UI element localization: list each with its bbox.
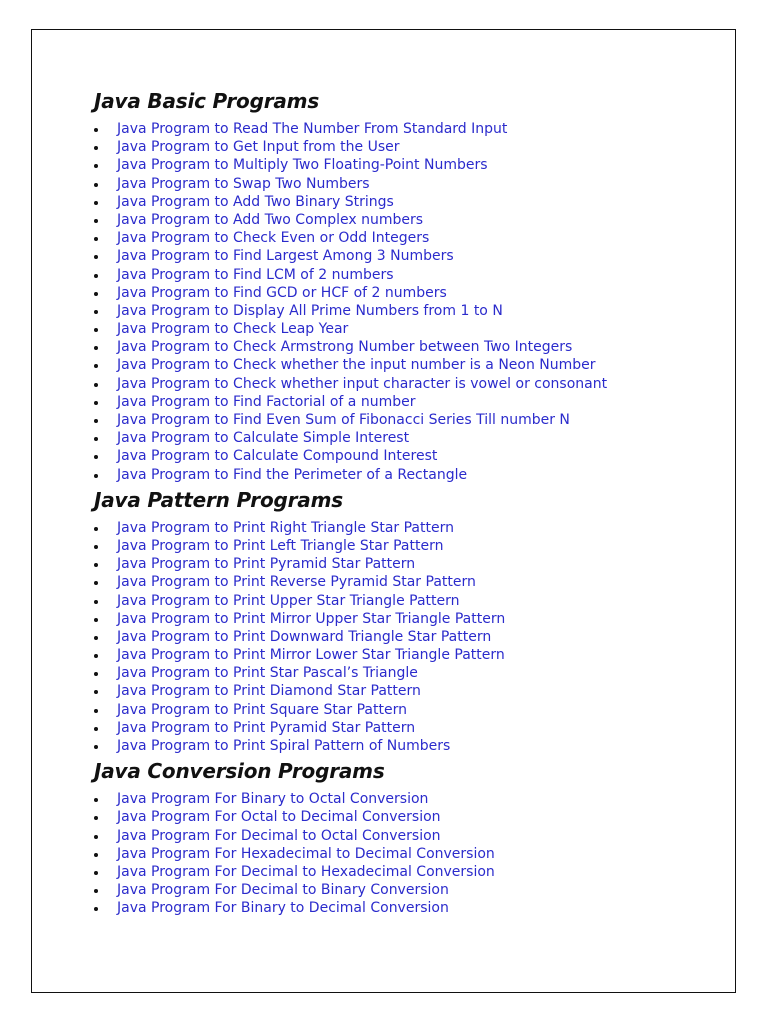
- list-item: [94, 393, 714, 411]
- program-link[interactable]: Java Program to Add Two Complex numbers: [117, 211, 424, 228]
- list-item: [94, 175, 714, 193]
- list-item: [94, 719, 714, 737]
- bullet-icon: [94, 455, 98, 459]
- bullet-icon: [94, 146, 98, 150]
- bullet-icon: [94, 474, 98, 478]
- bullet-icon: [94, 816, 98, 820]
- link-list: [94, 790, 714, 917]
- list-item: [94, 266, 714, 284]
- bullet-icon: [94, 618, 98, 622]
- program-link[interactable]: Java Program to Print Left Triangle Star Pattern: [117, 537, 444, 554]
- bullet-icon: [94, 419, 98, 423]
- bullet-icon: [94, 654, 98, 658]
- list-item: [94, 466, 714, 484]
- link-list: [94, 120, 714, 484]
- program-link[interactable]: Java Program to Print Diamond Star Pattern: [117, 683, 421, 700]
- program-link[interactable]: Java Program to Find GCD or HCF of 2 numbers: [117, 284, 447, 301]
- list-item: [94, 592, 714, 610]
- program-link[interactable]: Java Program For Hexadecimal to Decimal Conversion: [117, 845, 495, 862]
- section-pattern-programs: [94, 486, 714, 755]
- list-item: [94, 519, 714, 537]
- program-link[interactable]: Java Program to Print Right Triangle Star Pattern: [117, 519, 454, 536]
- section-conversion-programs: [94, 757, 714, 917]
- list-item: [94, 881, 714, 899]
- section-title: Java Conversion Programs: [94, 759, 385, 784]
- program-link[interactable]: Java Program to Find Largest Among 3 Numbers: [117, 248, 454, 265]
- bullet-icon: [94, 745, 98, 749]
- program-link[interactable]: Java Program to Add Two Binary Strings: [117, 193, 394, 210]
- bullet-icon: [94, 636, 98, 640]
- bullet-icon: [94, 255, 98, 259]
- bullet-icon: [94, 183, 98, 187]
- program-link[interactable]: Java Program to Print Reverse Pyramid Star Pattern: [117, 574, 476, 591]
- list-item: [94, 646, 714, 664]
- program-link[interactable]: Java Program For Decimal to Octal Conversion: [117, 827, 441, 844]
- bullet-icon: [94, 274, 98, 278]
- list-item: [94, 320, 714, 338]
- bullet-icon: [94, 798, 98, 802]
- program-link[interactable]: Java Program to Check Even or Odd Integers: [117, 230, 430, 247]
- program-link[interactable]: Java Program to Find Even Sum of Fibonacci Series Till number N: [117, 412, 570, 428]
- list-item: [94, 537, 714, 555]
- list-item: [94, 229, 714, 247]
- bullet-icon: [94, 727, 98, 731]
- program-link[interactable]: Java Program For Decimal to Hexadecimal Conversion: [117, 863, 495, 880]
- list-item: [94, 356, 714, 374]
- bullet-icon: [94, 237, 98, 241]
- list-item: [94, 138, 714, 156]
- program-link[interactable]: Java Program to Read The Number From Standard Input: [117, 121, 508, 137]
- document-page: [31, 29, 736, 993]
- program-link[interactable]: Java Program to Print Pyramid Star Pattern: [117, 719, 416, 736]
- document-content: [94, 87, 714, 918]
- program-link[interactable]: Java Program to Check Armstrong Number between Two Integers: [117, 339, 573, 356]
- bullet-icon: [94, 383, 98, 387]
- bullet-icon: [94, 401, 98, 405]
- list-item: [94, 120, 714, 138]
- program-link[interactable]: Java Program For Binary to Decimal Conversion: [117, 900, 449, 917]
- bullet-icon: [94, 219, 98, 223]
- program-link[interactable]: Java Program to Print Downward Triangle Star Pattern: [117, 628, 492, 645]
- list-item: [94, 429, 714, 447]
- list-item: [94, 863, 714, 881]
- list-item: [94, 628, 714, 646]
- list-item: [94, 555, 714, 573]
- section-basic-programs: [94, 87, 714, 484]
- bullet-icon: [94, 328, 98, 332]
- list-item: [94, 790, 714, 808]
- bullet-icon: [94, 164, 98, 168]
- list-item: [94, 338, 714, 356]
- bullet-icon: [94, 201, 98, 205]
- list-item: [94, 156, 714, 174]
- list-item: [94, 411, 714, 429]
- list-item: [94, 808, 714, 826]
- program-link[interactable]: Java Program to Swap Two Numbers: [117, 175, 370, 192]
- bullet-icon: [94, 346, 98, 350]
- bullet-icon: [94, 128, 98, 132]
- list-item: [94, 211, 714, 229]
- bullet-icon: [94, 600, 98, 604]
- program-link[interactable]: Java Program to Multiply Two Floating-Point Numbers: [117, 157, 488, 174]
- bullet-icon: [94, 835, 98, 839]
- bullet-icon: [94, 292, 98, 296]
- program-link[interactable]: Java Program to Print Mirror Lower Star Triangle Pattern: [117, 647, 505, 664]
- program-link[interactable]: Java Program For Decimal to Binary Conversion: [117, 882, 449, 899]
- link-list: [94, 519, 714, 755]
- program-link[interactable]: Java Program to Calculate Simple Interest: [117, 430, 410, 447]
- program-link[interactable]: Java Program to Print Upper Star Triangle Pattern: [117, 592, 460, 609]
- list-item: [94, 827, 714, 845]
- bullet-icon: [94, 907, 98, 911]
- bullet-icon: [94, 690, 98, 694]
- program-link[interactable]: Java Program to Get Input from the User: [117, 139, 400, 156]
- list-item: [94, 573, 714, 591]
- list-item: [94, 247, 714, 265]
- bullet-icon: [94, 581, 98, 585]
- program-link[interactable]: Java Program to Print Mirror Upper Star Triangle Pattern: [117, 610, 506, 627]
- bullet-icon: [94, 871, 98, 875]
- bullet-icon: [94, 889, 98, 893]
- list-item: [94, 737, 714, 755]
- list-item: [94, 302, 714, 320]
- program-link[interactable]: Java Program to Check whether the input number is a Neon Number: [117, 357, 596, 374]
- program-link[interactable]: Java Program to Find the Perimeter of a Rectangle: [117, 466, 468, 483]
- program-link[interactable]: Java Program to Display All Prime Numbers from 1 to N: [117, 302, 503, 319]
- program-link[interactable]: Java Program to Calculate Compound Interest: [117, 448, 438, 465]
- list-item: [94, 664, 714, 682]
- program-link[interactable]: Java Program to Find LCM of 2 numbers: [117, 266, 394, 283]
- list-item: [94, 375, 714, 393]
- list-item: [94, 193, 714, 211]
- list-item: [94, 701, 714, 719]
- bullet-icon: [94, 672, 98, 676]
- list-item: [94, 899, 714, 917]
- bullet-icon: [94, 545, 98, 549]
- bullet-icon: [94, 853, 98, 857]
- bullet-icon: [94, 563, 98, 567]
- section-title: Java Pattern Programs: [94, 487, 343, 512]
- bullet-icon: [94, 310, 98, 314]
- bullet-icon: [94, 709, 98, 713]
- program-link[interactable]: Java Program to Print Pyramid Star Pattern: [117, 556, 416, 573]
- list-item: [94, 610, 714, 628]
- program-link[interactable]: Java Program to Find Factorial of a number: [117, 393, 416, 410]
- list-item: [94, 682, 714, 700]
- list-item: [94, 447, 714, 465]
- program-link[interactable]: Java Program to Print Spiral Pattern of Numbers: [117, 738, 451, 754]
- list-item: [94, 845, 714, 863]
- program-link[interactable]: Java Program to Print Star Pascal’s Triangle: [117, 665, 418, 682]
- program-link[interactable]: Java Program For Binary to Octal Conversion: [117, 791, 429, 808]
- bullet-icon: [94, 437, 98, 441]
- program-link[interactable]: Java Program to Print Square Star Pattern: [117, 701, 407, 718]
- bullet-icon: [94, 527, 98, 531]
- section-title: Java Basic Programs: [94, 89, 320, 113]
- program-link[interactable]: Java Program to Check whether input character is vowel or consonant: [117, 375, 608, 392]
- program-link[interactable]: Java Program to Check Leap Year: [117, 321, 349, 338]
- program-link[interactable]: Java Program For Octal to Decimal Conversion: [117, 809, 441, 826]
- bullet-icon: [94, 364, 98, 368]
- list-item: [94, 284, 714, 302]
